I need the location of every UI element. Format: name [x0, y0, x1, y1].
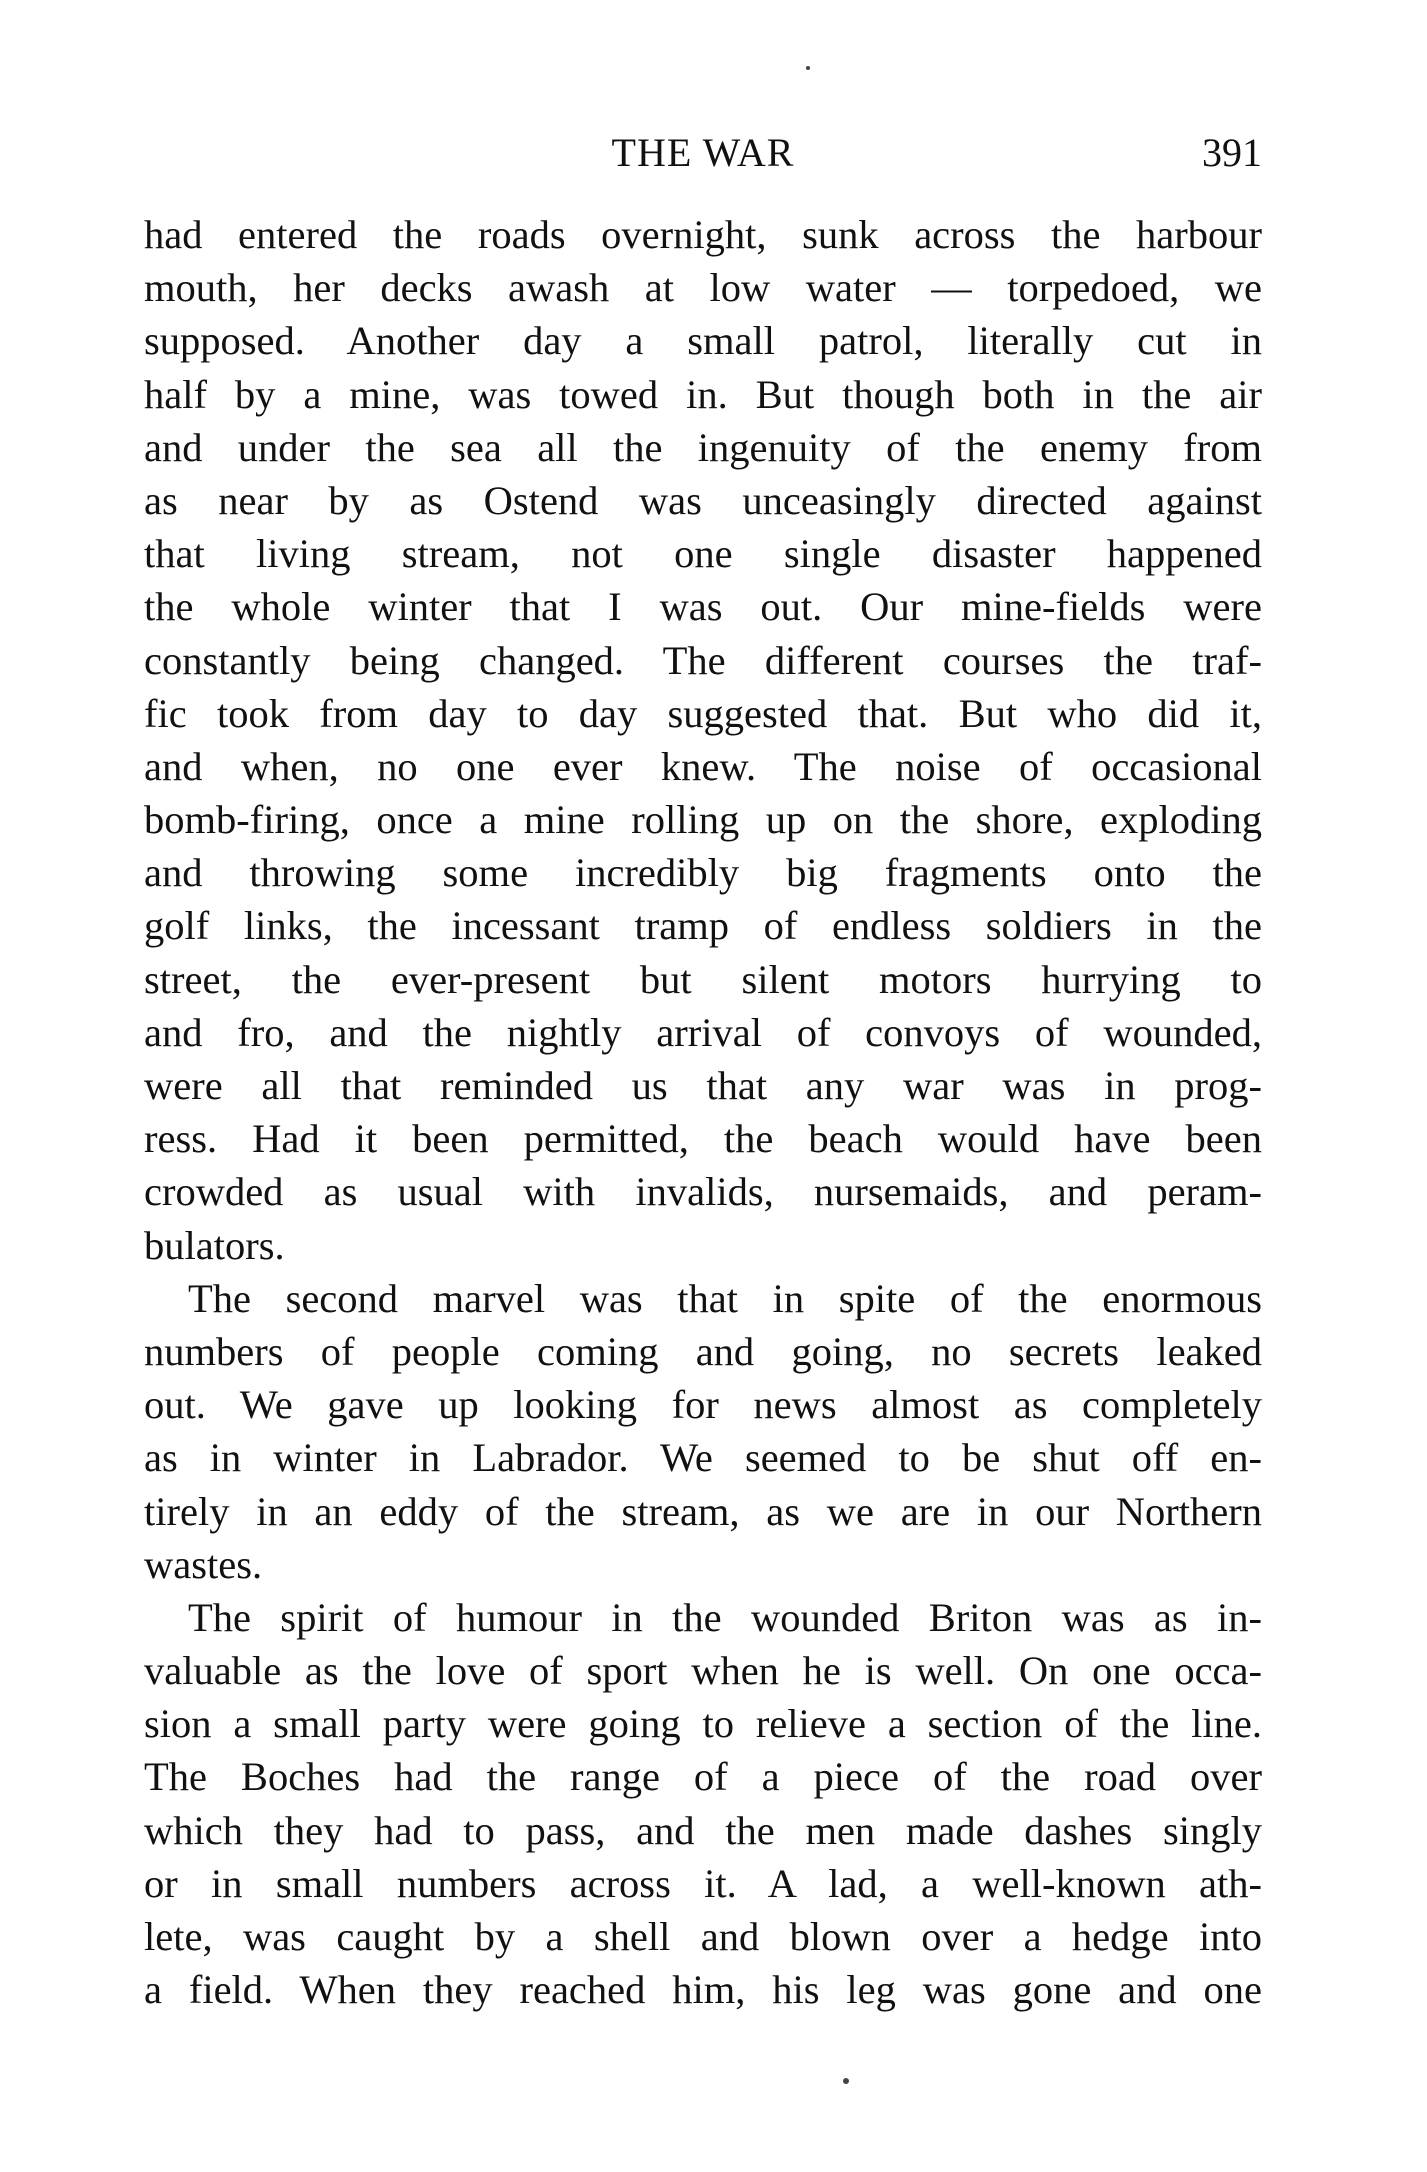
text-line: that living stream, not one single disaster happened	[144, 531, 1262, 577]
text-line: had entered the roads overnight, sunk across the harbour	[144, 212, 1262, 257]
text-line: wastes.	[144, 1541, 263, 1587]
text-line: constantly being changed. The different courses the traf-	[144, 637, 1262, 683]
text-line: crowded as usual with invalids, nursemaids, and peram-	[144, 1169, 1262, 1215]
text-line: valuable as the love of sport when he is well. On one occa-	[144, 1648, 1262, 1694]
text-line: half by a mine, was towed in. But though both in the air	[144, 371, 1262, 417]
text-line: which they had to pass, and the men made dashes singly	[144, 1807, 1262, 1853]
text-line: street, the ever-present but silent motors hurrying to	[144, 956, 1262, 1002]
text-line: as near by as Ostend was unceasingly directed against	[144, 477, 1262, 523]
text-line: The spirit of humour in the wounded Briton was as in-	[188, 1594, 1262, 1640]
running-head	[144, 128, 1262, 178]
text-line: supposed. Another day a small patrol, literally cut in	[144, 318, 1262, 364]
text-line: or in small numbers across it. A lad, a well-known ath-	[144, 1860, 1262, 1906]
text-line: ress. Had it been permitted, the beach would have been	[144, 1116, 1262, 1162]
text-line: and throwing some incredibly big fragments onto the	[144, 850, 1262, 896]
print-speck	[806, 66, 810, 70]
text-line: and when, no one ever knew. The noise of occasional	[144, 743, 1262, 789]
paragraph-second-marvel	[144, 1272, 1262, 1591]
text-line: sion a small party were going to relieve a section of the line.	[144, 1701, 1262, 1747]
text-line: a field. When they reached him, his leg was gone and one	[144, 1967, 1262, 2013]
text-line: bomb-firing, once a mine rolling up on the shore, exploding	[144, 797, 1262, 843]
body-text	[144, 208, 1262, 2016]
text-line: were all that reminded us that any war was in prog-	[144, 1063, 1262, 1108]
running-title: THE WAR	[611, 130, 795, 175]
page-number: 391	[1202, 130, 1262, 175]
text-line: and fro, and the nightly arrival of convoys of wounded,	[144, 1009, 1262, 1055]
paragraph-spirit-of-humour	[144, 1591, 1262, 2017]
text-line: The Boches had the range of a piece of the road over	[144, 1754, 1262, 1800]
text-line: lete, was caught by a shell and blown over a hedge into	[144, 1914, 1262, 1959]
text-line: and under the sea all the ingenuity of the enemy from	[144, 424, 1262, 470]
text-line: as in winter in Labrador. We seemed to be shut off en-	[144, 1435, 1262, 1481]
text-line: numbers of people coming and going, no secrets leaked	[144, 1328, 1262, 1374]
text-line: The second marvel was that in spite of the enormous	[188, 1275, 1262, 1321]
text-line: tirely in an eddy of the stream, as we are in our Northern	[144, 1488, 1262, 1534]
text-line: out. We gave up looking for news almost as completely	[144, 1382, 1262, 1428]
text-line: fic took from day to day suggested that. But who did it,	[144, 690, 1262, 736]
text-line: the whole winter that I was out. Our mine-fields were	[144, 584, 1262, 630]
text-line: bulators.	[144, 1222, 285, 1268]
paragraph-continuation	[144, 208, 1262, 1272]
text-line: golf links, the incessant tramp of endless soldiers in the	[144, 903, 1262, 949]
print-speck	[843, 2078, 849, 2084]
text-line: mouth, her decks awash at low water — torpedoed, we	[144, 265, 1262, 311]
